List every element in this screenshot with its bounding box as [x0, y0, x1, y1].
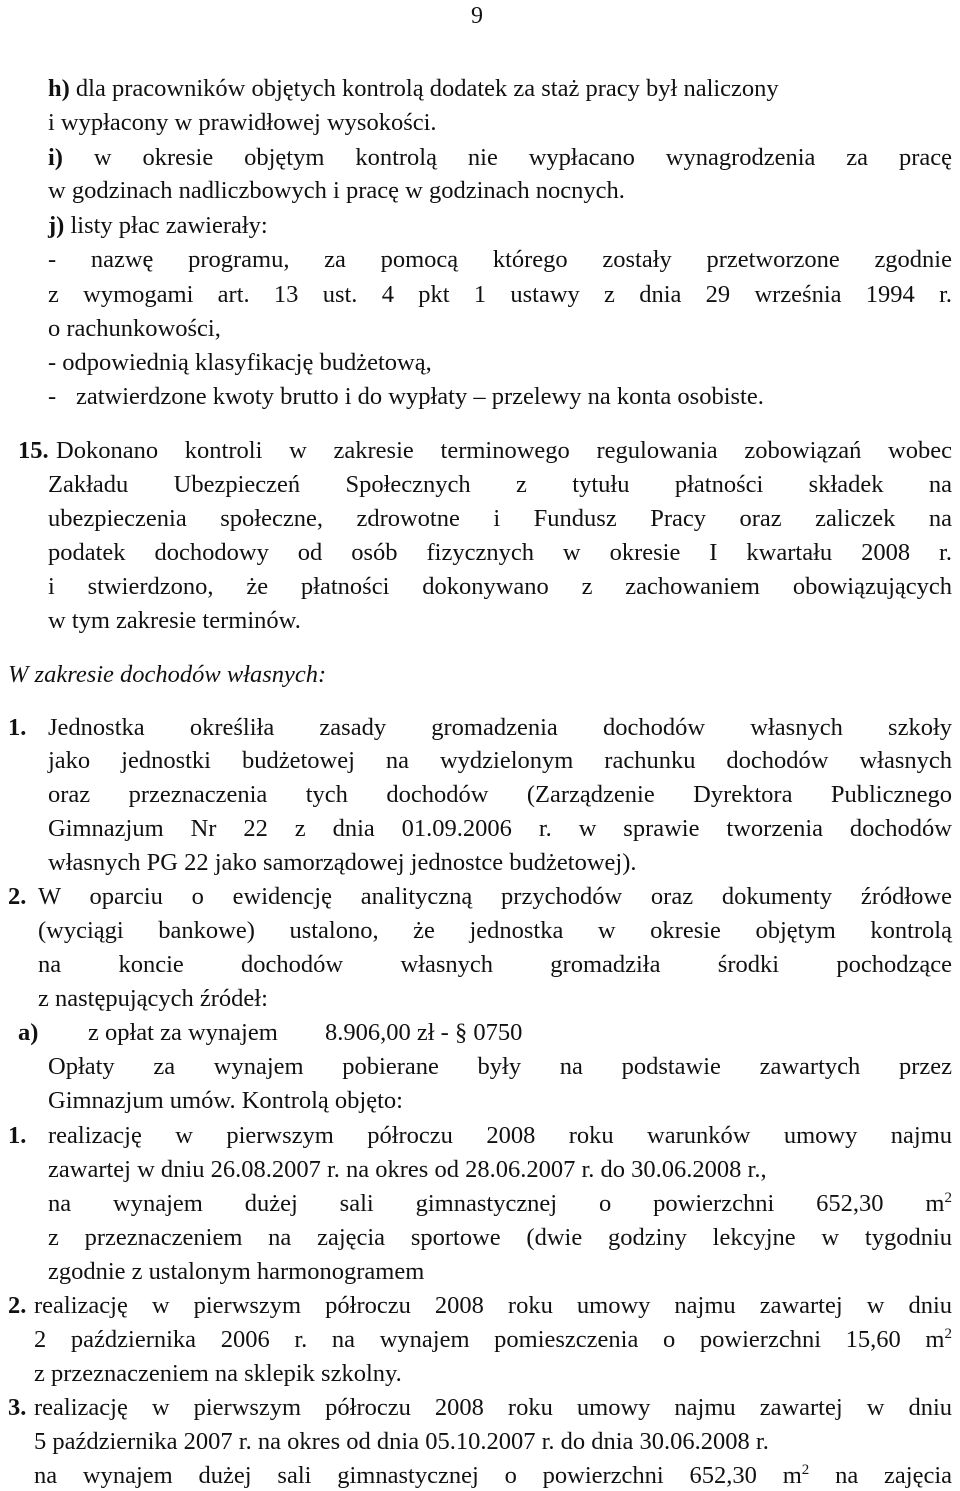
dochody-1-line-3: oraz przeznaczenia tych dochodów (Zarządzenie Dyrektora Publicznego — [48, 781, 952, 808]
section-j-marker: j) — [48, 212, 65, 239]
item-15-line-4: podatek dochodowy od osób fizycznych w okresie I kwartału 2008 r. — [48, 539, 952, 566]
superscript-2: 2 — [944, 1325, 952, 1342]
kontrola-1-marker: 1. — [8, 1122, 27, 1149]
dochody-2-line-4: z następujących źródeł: — [38, 985, 268, 1012]
section-i-marker: i) — [48, 144, 63, 171]
section-j-line-2: - nazwę programu, za pomocą którego zostały przetworzone zgodnie — [48, 246, 952, 273]
section-h-marker: h) — [48, 75, 70, 102]
section-j-line-5: - odpowiednią klasyfikację budżetową, — [48, 349, 432, 376]
item-15-line-5: i stwierdzono, że płatności dokonywano z zachowaniem obowiązujących — [48, 573, 952, 600]
kontrola-2-line-1: realizację w pierwszym półroczu 2008 roku umowy najmu zawartej w dniu — [34, 1292, 952, 1319]
section-j-line-4: o rachunkowości, — [48, 315, 221, 342]
kontrola-2-marker: 2. — [8, 1292, 27, 1319]
section-i-line-1 — [48, 143, 952, 173]
item-a-marker: a) — [18, 1019, 39, 1046]
kontrola-3-line-3-tail: na zajęcia — [835, 1462, 952, 1489]
section-j-line-3: z wymogami art. 13 ust. 4 pkt 1 ustawy z dnia 29 września 1994 r. — [48, 281, 952, 308]
item-15-line-3: ubezpieczenia społeczne, zdrowotne i Fundusz Pracy oraz zaliczek na — [48, 505, 952, 532]
kontrola-1-line-3 — [48, 1189, 952, 1219]
item-15-line-2: Zakładu Ubezpieczeń Społecznych z tytułu płatności składek na — [48, 471, 952, 498]
dochody-1-marker: 1. — [8, 714, 27, 741]
dochody-1-line-5: własnych PG 22 jako samorządowej jednostce budżetowej). — [48, 849, 637, 876]
section-h-line-2: i wypłacony w prawidłowej wysokości. — [48, 109, 437, 136]
section-j-line-1 — [48, 211, 268, 241]
dochody-1-line-4: Gimnazjum Nr 22 z dnia 01.09.2006 r. w sprawie tworzenia dochodów — [48, 815, 952, 842]
dochody-2-line-3: na koncie dochodów własnych gromadziła środki pochodzące — [38, 951, 952, 978]
kontrola-1-line-1: realizację w pierwszym półroczu 2008 roku warunków umowy najmu — [48, 1122, 952, 1149]
kontrola-2-line-3: z przeznaczeniem na sklepik szkolny. — [34, 1360, 402, 1387]
dochody-1-line-1: Jednostka określiła zasady gromadzenia dochodów własnych szkoły — [48, 714, 952, 741]
item-a-text: z opłat za wynajem — [88, 1019, 278, 1046]
item-a-line-2: Gimnazjum umów. Kontrolą objęto: — [48, 1087, 403, 1114]
kontrola-1-line-3-text: na wynajem dużej sali gimnastycznej o powierzchni 652,30 m — [48, 1190, 945, 1217]
item-a-line-1: Opłaty za wynajem pobierane były na podstawie zawartych przez — [48, 1053, 952, 1080]
section-j-text-1: listy płac zawierały: — [70, 212, 268, 239]
kontrola-1-line-5: zgodnie z ustalonym harmonogramem — [48, 1258, 425, 1285]
dochody-2-line-2: (wyciągi bankowe) ustalono, że jednostka w okresie objętym kontrolą — [38, 917, 952, 944]
item-15-marker: 15. — [18, 437, 49, 464]
section-h-text-1: dla pracowników objętych kontrolą dodatek za staż pracy był naliczony — [75, 75, 779, 102]
section-i-line-2: w godzinach nadliczbowych i pracę w godzinach nocnych. — [48, 177, 625, 204]
item-15-line-1: Dokonano kontroli w zakresie terminowego regulowania zobowiązań wobec — [56, 437, 952, 464]
superscript-2: 2 — [944, 1189, 952, 1206]
item-15-line-6: w tym zakresie terminów. — [48, 607, 301, 634]
dochody-2-marker: 2. — [8, 883, 27, 910]
item-a-amount: 8.906,00 zł - § 0750 — [325, 1019, 523, 1046]
section-heading: W zakresie dochodów własnych: — [8, 661, 327, 688]
dochody-1-line-2: jako jednostki budżetowej na wydzielonym rachunku dochodów własnych — [48, 747, 952, 774]
kontrola-1-line-2: zawartej w dniu 26.08.2007 r. na okres od 28.06.2007 r. do 30.06.2008 r., — [48, 1156, 767, 1183]
section-j-dash: - — [48, 383, 57, 410]
section-j-line-6: zatwierdzone kwoty brutto i do wypłaty – przelewy na konta osobiste. — [76, 383, 764, 410]
kontrola-2-line-2 — [34, 1325, 952, 1355]
kontrola-3-marker: 3. — [8, 1394, 27, 1421]
kontrola-3-line-3-text: na wynajem dużej sali gimnastycznej o powierzchni 652,30 m — [34, 1462, 802, 1489]
dochody-2-line-1: W oparciu o ewidencję analityczną przychodów oraz dokumenty źródłowe — [38, 883, 952, 910]
page-number: 9 — [471, 3, 483, 29]
section-h-line-1 — [48, 74, 952, 104]
kontrola-3-line-3 — [34, 1461, 952, 1491]
superscript-2: 2 — [801, 1461, 810, 1478]
kontrola-1-line-4: z przeznaczeniem na zajęcia sportowe (dwie godziny lekcyjne w tygodniu — [48, 1224, 952, 1251]
kontrola-2-line-2-text: 2 października 2006 r. na wynajem pomieszczenia o powierzchni 15,60 m — [34, 1326, 945, 1353]
kontrola-3-line-1: realizację w pierwszym półroczu 2008 roku umowy najmu zawartej w dniu — [34, 1394, 952, 1421]
section-i-text-1: w okresie objętym kontrolą nie wypłacano wynagrodzenia za pracę — [93, 144, 952, 171]
kontrola-3-line-2: 5 października 2007 r. na okres od dnia 05.10.2007 r. do dnia 30.06.2008 r. — [34, 1428, 769, 1455]
